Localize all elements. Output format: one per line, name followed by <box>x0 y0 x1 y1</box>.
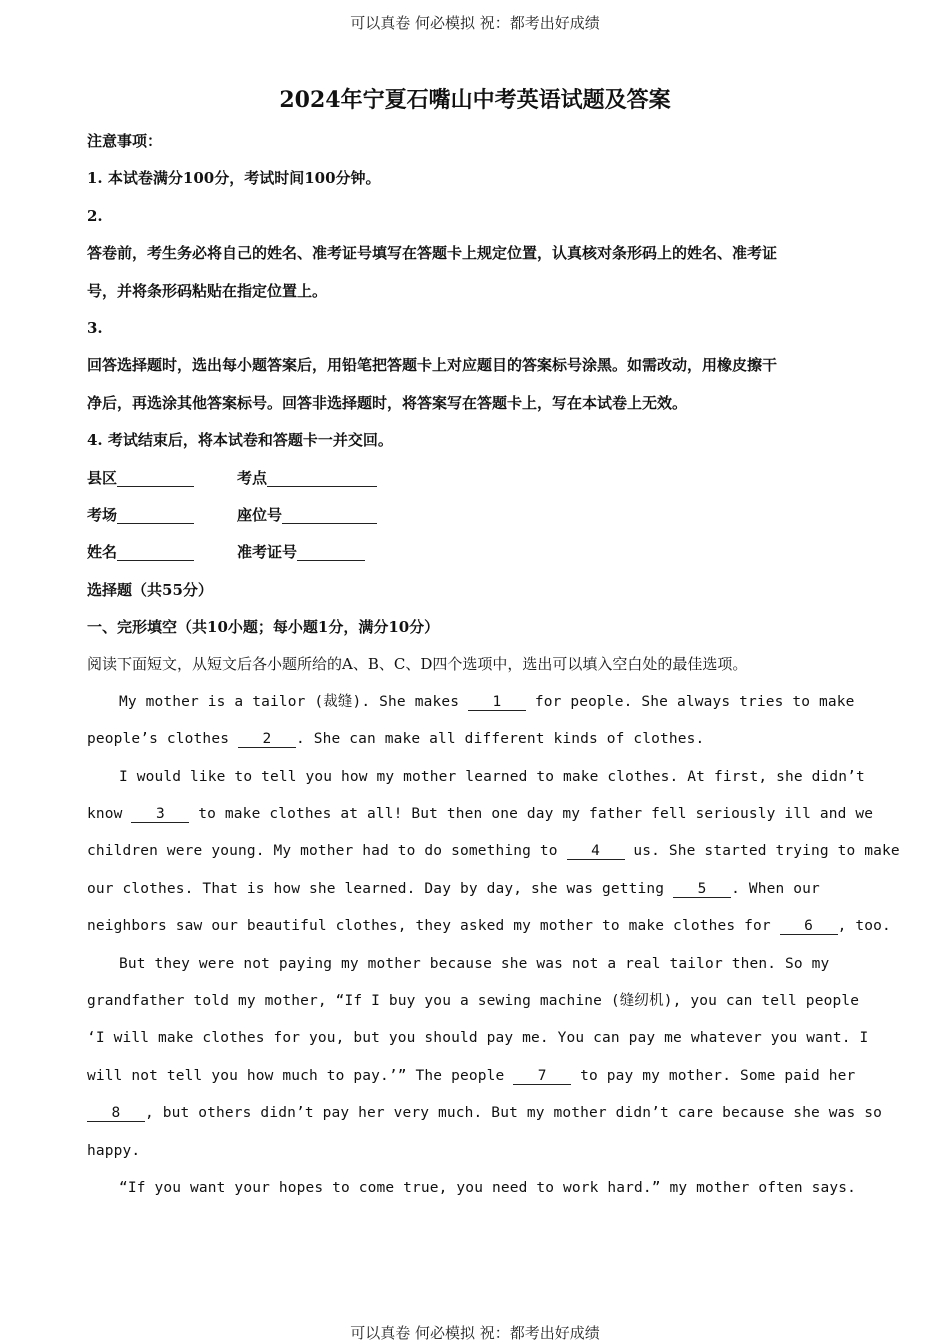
exam-site-label: 考点 <box>237 468 268 487</box>
ticket-blank[interactable] <box>297 545 365 561</box>
passage-line-6 <box>87 871 867 908</box>
exam-room-label: 考场 <box>87 505 118 524</box>
exam-site-blank[interactable] <box>267 471 377 487</box>
blank-3: 3 <box>131 806 189 823</box>
passage-line-13: happy. <box>87 1142 141 1159</box>
exam-room-blank[interactable] <box>117 508 194 524</box>
passage-text: for people. She always tries to make <box>525 693 855 710</box>
passage-line-7 <box>87 908 891 945</box>
passage-text: neighbors saw our beautiful clothes, they asked my mother to make clothes for <box>87 918 780 935</box>
passage-line-1 <box>87 684 867 721</box>
passage-text: to make clothes at all! But then one day my father fell seriously ill and we <box>189 806 874 823</box>
county-blank[interactable] <box>117 471 194 487</box>
blank-5: 5 <box>673 881 731 898</box>
field-row-3 <box>87 534 867 571</box>
blank-2: 2 <box>238 731 296 748</box>
passage-text: , but others didn’t pay her very much. But my mother didn’t care because she was so <box>145 1105 883 1122</box>
passage-line-11 <box>87 1058 867 1095</box>
blank-8: 8 <box>87 1105 145 1122</box>
page-footer: 可以真卷 何必模拟 祝：都考出好成绩 <box>350 1324 600 1342</box>
field-row-1 <box>87 460 867 497</box>
section-part-1: 一、完形填空（共10小题；每小题1分，满分10分） <box>87 618 440 637</box>
passage-text: to pay my mother. Some paid her <box>571 1067 856 1084</box>
notice-item-2-line-2: 号，并将条形码粘贴在指定位置上。 <box>87 281 328 300</box>
passage-line-8: But they were not paying my mother because she was not a real tailor then. So my <box>119 955 830 972</box>
passage-line-14: “If you want your hopes to come true, you need to work hard.” my mother often says. <box>119 1179 857 1196</box>
passage-line-9: grandfather told my mother, “If I buy you a sewing machine (缝纫机), you can tell people <box>87 992 860 1009</box>
notice-item-3-line-1: 回答选择题时，选出每小题答案后，用铅笔把答题卡上对应题目的答案标号涂黑。如需改动，用橡皮擦干 <box>87 356 778 375</box>
passage-line-2 <box>87 721 867 758</box>
blank-4: 4 <box>567 843 625 860</box>
field-row-2 <box>87 497 867 534</box>
section-instruction: 阅读下面短文，从短文后各小题所给的A、B、C、D四个选项中，选出可以填入空白处的最佳选项。 <box>87 655 748 674</box>
seat-blank[interactable] <box>282 508 377 524</box>
county-label: 县区 <box>87 468 118 487</box>
passage-text: , too. <box>837 918 891 935</box>
passage-line-3: I would like to tell you how my mother learned to make clothes. At first, she didn’t <box>119 768 865 785</box>
page-header: 可以真卷 何必模拟 祝：都考出好成绩 <box>350 14 600 32</box>
passage-line-12 <box>87 1095 883 1132</box>
seat-label: 座位号 <box>237 505 283 524</box>
passage-text: My mother is a tailor (裁缝). She makes <box>119 693 468 710</box>
blank-6: 6 <box>780 918 838 935</box>
passage-line-4 <box>87 796 874 833</box>
notice-item-4: 4. 考试结束后，将本试卷和答题卡一并交回。 <box>87 431 393 450</box>
notice-item-3-line-2: 净后，再选涂其他答案标号。回答非选择题时，将答案写在答题卡上，写在本试卷上无效。 <box>87 393 688 412</box>
notice-heading: 注意事项： <box>87 132 163 150</box>
passage-line-5 <box>87 833 900 870</box>
page-title: 2024年宁夏石嘴山中考英语试题及答案 <box>279 87 671 113</box>
passage-text: know <box>87 806 132 823</box>
passage-text: us. She started trying to make <box>624 843 900 860</box>
notice-item-2-number: 2. <box>87 206 103 225</box>
name-label: 姓名 <box>87 543 118 562</box>
passage-text: . When our <box>731 880 820 897</box>
section-choice: 选择题（共55分） <box>87 580 213 599</box>
ticket-label: 准考证号 <box>237 543 298 562</box>
passage-text: . She can make all different kinds of clothes. <box>295 731 705 748</box>
passage-text: children were young. My mother had to do something to <box>87 843 567 860</box>
blank-7: 7 <box>513 1068 571 1085</box>
blank-1: 1 <box>468 694 526 711</box>
passage-line-10: ‘I will make clothes for you, but you should pay me. You can pay me whatever you want. I <box>87 1030 869 1047</box>
passage-text: our clothes. That is how she learned. Day by day, she was getting <box>87 880 674 897</box>
name-blank[interactable] <box>117 545 194 561</box>
passage-text: people’s clothes <box>87 731 238 748</box>
notice-item-2-line-1: 答卷前，考生务必将自己的姓名、准考证号填写在答题卡上规定位置，认真核对条形码上的姓名、准考证 <box>87 244 778 263</box>
document-body <box>87 123 900 1207</box>
passage-text: will not tell you how much to pay.’” The people <box>87 1067 514 1084</box>
notice-item-3-number: 3. <box>87 318 103 337</box>
notice-item-1: 1. 本试卷满分100分，考试时间100分钟。 <box>87 169 381 188</box>
